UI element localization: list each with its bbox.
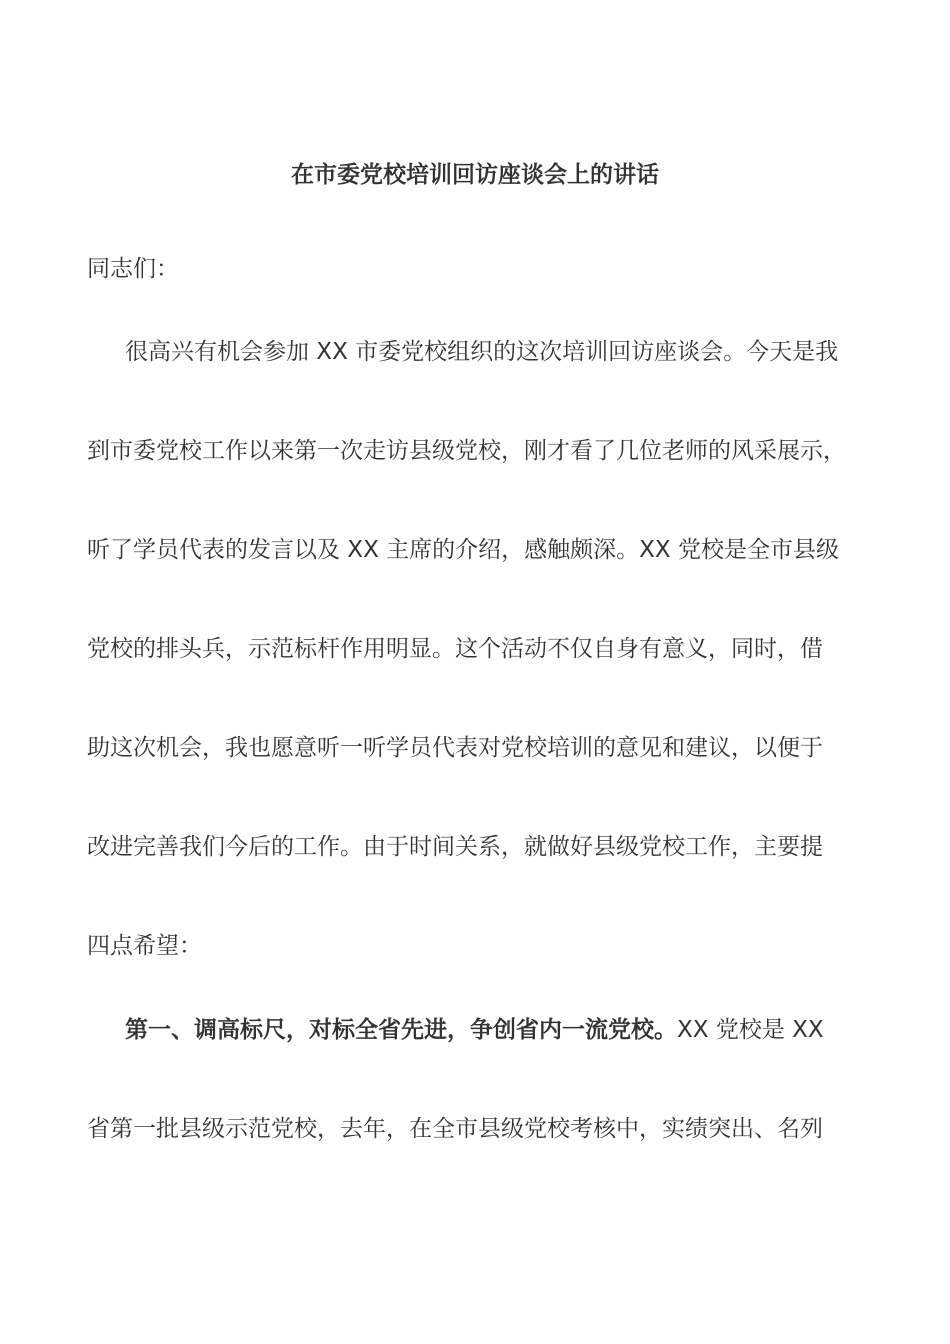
document-title: 在市委党校培训回访座谈会上的讲话	[291, 162, 659, 188]
paragraph-line: 助这次机会，我也愿意听一听学员代表对党校培训的意见和建议，以便于	[87, 735, 823, 761]
point-one-heading: 第一、调高标尺，对标全省先进，争创省内一流党校。	[125, 1017, 677, 1043]
paragraph-line: 改进完善我们今后的工作。由于时间关系，就做好县级党校工作，主要提	[87, 834, 823, 860]
paragraph-line: 四点希望：	[87, 933, 202, 959]
point-one-paragraph	[125, 1013, 915, 1047]
paragraph-line: 听了学员代表的发言以及 XX 主席的介绍，感触颇深。XX 党校是全市县级	[87, 537, 839, 563]
salutation: 同志们：	[87, 256, 179, 282]
paragraph-line: 省第一批县级示范党校，去年，在全市县级党校考核中，实绩突出、名列	[87, 1116, 823, 1142]
point-one-text: XX 党校是 XX	[677, 1017, 824, 1043]
paragraph-line: 党校的排头兵，示范标杆作用明显。这个活动不仅自身有意义，同时，借	[87, 636, 823, 662]
paragraph-line: 到市委党校工作以来第一次走访县级党校，刚才看了几位老师的风采展示，	[87, 438, 846, 464]
paragraph-line: 很高兴有机会参加 XX 市委党校组织的这次培训回访座谈会。今天是我	[125, 339, 839, 365]
